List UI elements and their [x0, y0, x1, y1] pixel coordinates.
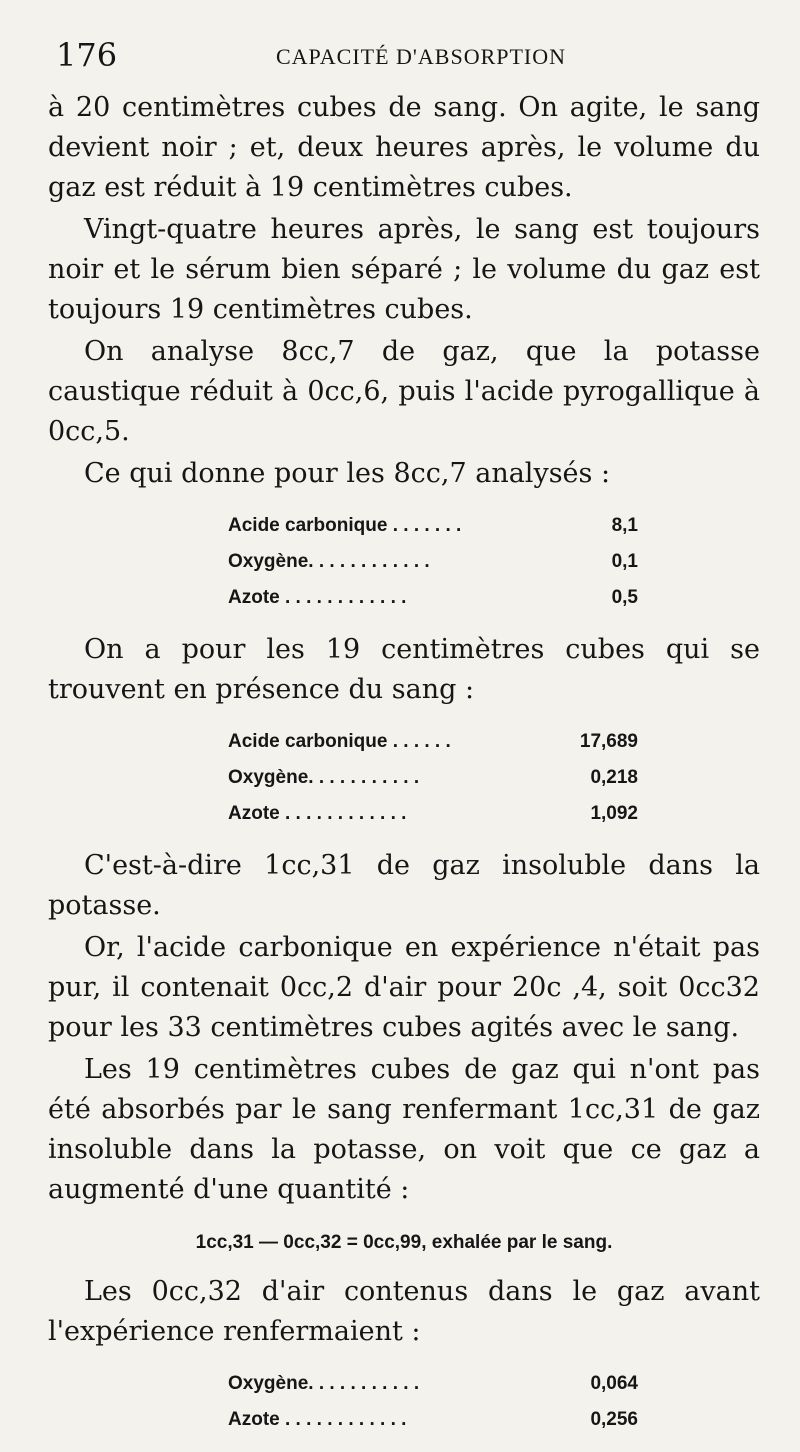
- paragraph-5: On a pour les 19 centimètres cubes qui se trouvent en présence du sang :: [48, 634, 760, 705]
- analysis-table-3: [228, 1366, 638, 1438]
- table-row-value: 0,5: [611, 587, 638, 608]
- analysis-table-2: [228, 724, 638, 832]
- running-title: CAPACITÉ D'ABSORPTION: [276, 44, 567, 69]
- table-row-value: 1,092: [590, 803, 638, 824]
- page-body: [48, 88, 760, 1452]
- table-row-label: Acide carbonique . . . . . . .: [228, 515, 462, 536]
- analysis-table-1: [228, 508, 638, 616]
- table-row-label: Oxygène. . . . . . . . . . .: [228, 1373, 420, 1394]
- table-row: [228, 508, 638, 544]
- page-header: [56, 36, 766, 76]
- table-row-label: Azote . . . . . . . . . . . .: [228, 587, 407, 608]
- paragraph-6: C'est-à-dire 1cc,31 de gaz insoluble dans la potasse.: [48, 850, 760, 921]
- paragraph-9: Les 0cc,32 d'air contenus dans le gaz avant l'expérience renfermaient :: [48, 1276, 760, 1347]
- table-row-value: 0,218: [590, 767, 638, 788]
- equation-line: 1cc,31 — 0cc,32 = 0cc,99, exhalée par le sang.: [195, 1232, 613, 1253]
- table-row-label: Azote . . . . . . . . . . . .: [228, 1409, 407, 1430]
- paragraph-8: Les 19 centimètres cubes de gaz qui n'ont pas été absorbés par le sang renfermant 1cc,31 de gaz insoluble dans la potasse, on voit que ce gaz a augmenté d'une quantité :: [48, 1054, 760, 1205]
- page-number: 176: [56, 36, 118, 74]
- table-row: [228, 724, 638, 760]
- table-row-label: Oxygène. . . . . . . . . . . .: [228, 551, 430, 572]
- table-row-value: 0,1: [611, 551, 638, 572]
- table-row: [228, 760, 638, 796]
- paragraph-4: Ce qui donne pour les 8cc,7 analysés :: [84, 458, 611, 489]
- table-row-label: Acide carbonique . . . . . .: [228, 731, 451, 752]
- table-row: [228, 1366, 638, 1402]
- paragraph-1: à 20 centimètres cubes de sang. On agite, le sang devient noir ; et, deux heures après, le volume du gaz est réduit à 19 centimètres cubes.: [48, 92, 760, 203]
- table-row: [228, 544, 638, 580]
- table-row-label: Oxygène. . . . . . . . . . .: [228, 767, 420, 788]
- table-row-label: Azote . . . . . . . . . . . .: [228, 803, 407, 824]
- table-row: [228, 796, 638, 832]
- table-row-value: 8,1: [611, 515, 638, 536]
- table-row-value: 0,064: [590, 1373, 638, 1394]
- paragraph-2: Vingt-quatre heures après, le sang est toujours noir et le sérum bien séparé ; le volume du gaz est toujours 19 centimètres cubes.: [48, 214, 760, 325]
- table-row-value: 0,256: [590, 1409, 638, 1430]
- table-row: [228, 1402, 638, 1438]
- table-row-value: 17,689: [579, 731, 638, 752]
- paragraph-3: On analyse 8cc,7 de gaz, que la potasse caustique réduit à 0cc,6, puis l'acide pyrogallique à 0cc,5.: [48, 336, 760, 447]
- table-row: [228, 580, 638, 616]
- paragraph-7: Or, l'acide carbonique en expérience n'était pas pur, il contenait 0cc,2 d'air pour 20c ,4, soit 0cc32 pour les 33 centimètres cubes agités avec le sang.: [48, 932, 760, 1043]
